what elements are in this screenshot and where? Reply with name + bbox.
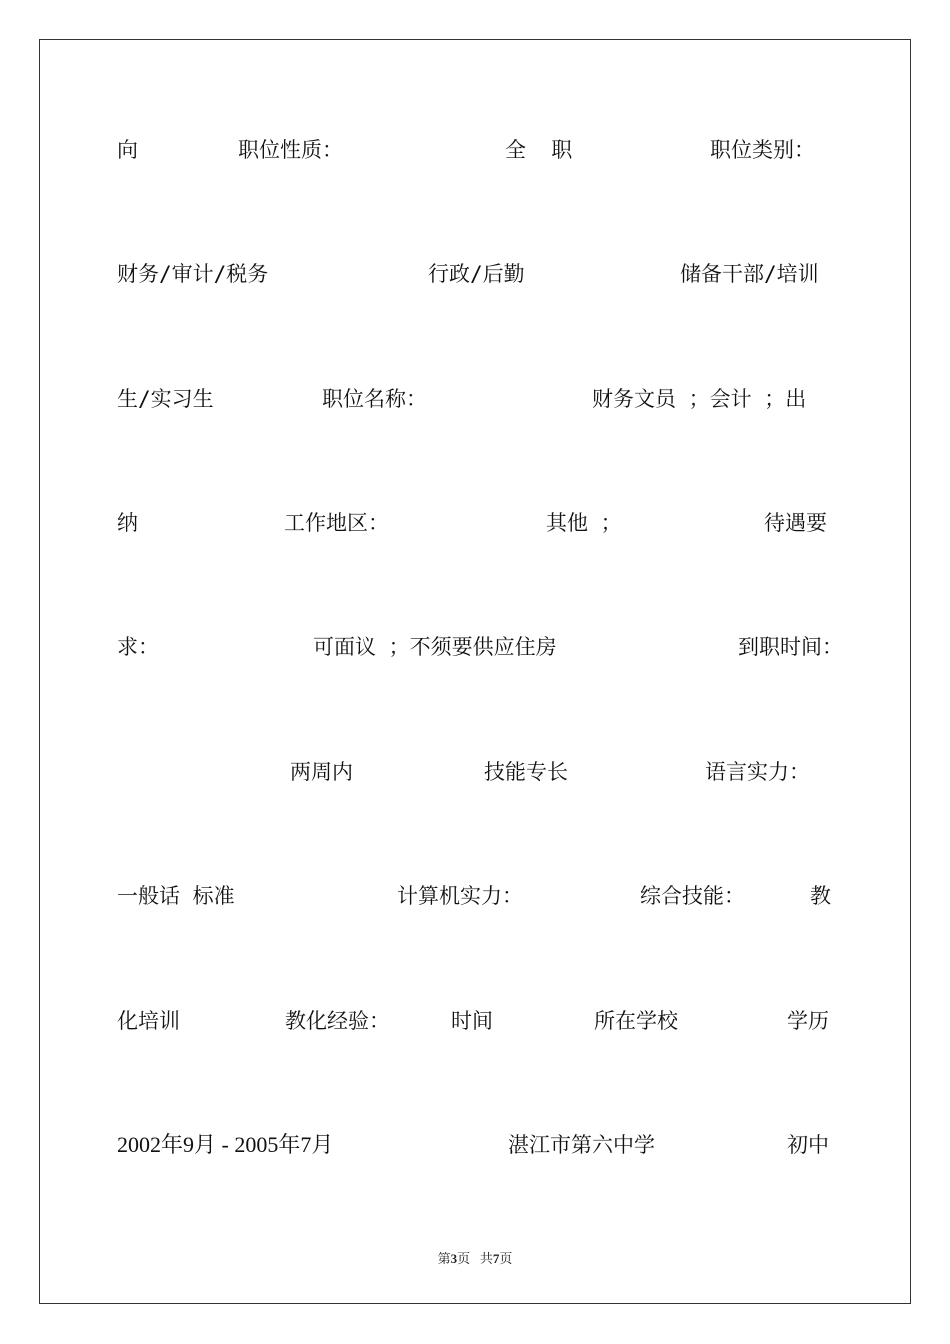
text-line-7 <box>0 882 950 912</box>
footer-total-suffix: 页 <box>499 1251 513 1266</box>
text-line-3 <box>0 385 950 415</box>
text-fragment: 教化经验： <box>285 1009 390 1033</box>
text-line-9 <box>0 1131 950 1161</box>
text-fragment: 职位性质： <box>238 138 343 162</box>
text-fragment: 时间 <box>451 1009 493 1033</box>
text-fragment: 求： <box>117 635 159 659</box>
text-fragment: 工作地区： <box>284 511 389 535</box>
text-line-8 <box>0 1007 950 1037</box>
footer-total-prefix: 共 <box>479 1251 493 1266</box>
text-fragment: 所在学校 <box>594 1009 678 1033</box>
text-fragment: 化培训 <box>117 1009 180 1033</box>
text-fragment: 全 职 <box>505 138 573 162</box>
text-fragment: 2002年9月 - 2005年7月 <box>117 1132 334 1157</box>
page-footer <box>0 1248 950 1267</box>
text-fragment: 向 <box>117 138 138 162</box>
text-line-5 <box>0 633 950 663</box>
text-line-2 <box>0 260 950 290</box>
text-fragment: 其他 ； <box>546 511 622 535</box>
text-fragment: 行政/后勤 <box>428 262 525 286</box>
text-line-1 <box>0 136 950 166</box>
text-fragment: 纳 <box>117 511 138 535</box>
text-fragment: 学历 <box>787 1009 829 1033</box>
text-fragment: 财务/审计/税务 <box>117 262 269 286</box>
footer-prefix: 第 <box>437 1251 451 1266</box>
text-fragment: 技能专长 <box>484 760 568 784</box>
text-fragment: 教 <box>810 884 831 908</box>
text-fragment: 语言实力： <box>705 760 810 784</box>
text-fragment: 职位类别： <box>710 138 815 162</box>
text-fragment: 湛江市第六中学 <box>508 1133 655 1157</box>
text-fragment: 一般话 标准 <box>117 884 235 908</box>
text-line-6 <box>0 758 950 788</box>
text-fragment: 综合技能： <box>640 884 745 908</box>
text-fragment: 储备干部/培训 <box>680 262 819 286</box>
text-fragment: 待遇要 <box>764 511 827 535</box>
page-number: 3 <box>450 1251 458 1266</box>
footer-page-suffix: 页 <box>457 1251 471 1266</box>
total-pages: 7 <box>492 1251 500 1266</box>
text-fragment: 两周内 <box>290 760 353 784</box>
text-fragment: 生/实习生 <box>117 387 214 411</box>
text-fragment: 财务文员 ；会计 ；出 <box>592 387 807 411</box>
text-fragment: 计算机实力： <box>397 884 523 908</box>
text-fragment: 职位名称： <box>322 387 427 411</box>
text-fragment: 初中 <box>787 1133 829 1157</box>
text-line-4 <box>0 509 950 539</box>
text-fragment: 到职时间： <box>738 635 843 659</box>
page-border <box>39 39 911 1304</box>
text-fragment: 可面议 ；不须要供应住房 <box>313 635 557 659</box>
